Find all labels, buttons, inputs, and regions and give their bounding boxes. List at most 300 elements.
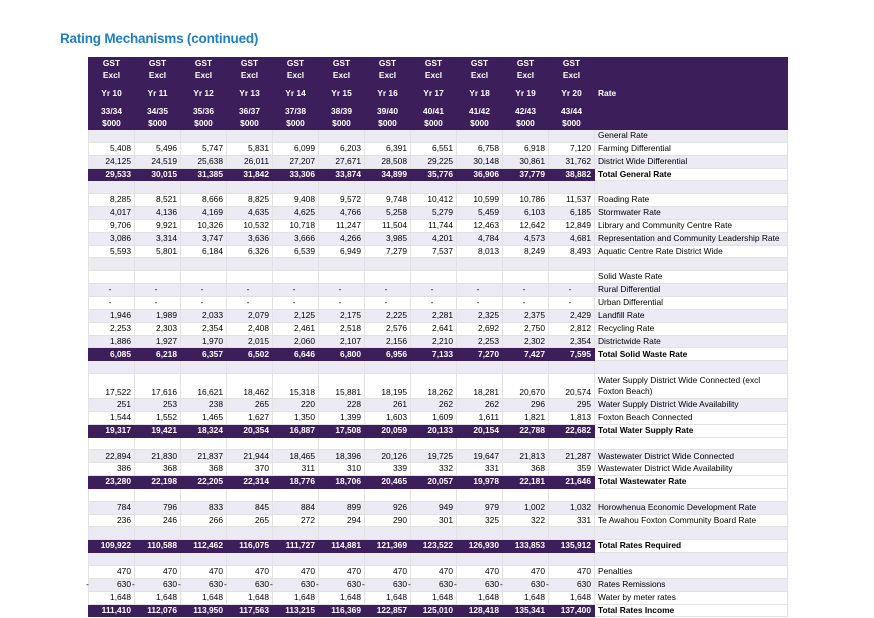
value-cell: 20,154 — [457, 424, 503, 437]
value-cell: 18,462 — [227, 374, 273, 399]
spacer-row — [89, 258, 788, 271]
value-cell: 2,079 — [227, 309, 273, 322]
value-cell: 1,821 — [503, 411, 549, 424]
value-cell: 20,133 — [411, 424, 457, 437]
header-cell: Excl — [319, 70, 365, 82]
value-cell: 133,853 — [503, 540, 549, 553]
value-cell: 5,459 — [457, 207, 503, 220]
header-cell: Excl — [181, 70, 227, 82]
value-cell: 470 — [89, 566, 135, 579]
header-cell: $000 — [89, 118, 135, 130]
value-cell: 3,636 — [227, 232, 273, 245]
header-cell: 38/39 — [319, 106, 365, 118]
value-cell — [319, 130, 365, 143]
value-cell — [549, 488, 595, 501]
value-cell: 6,551 — [411, 142, 457, 155]
table-row — [89, 309, 788, 322]
value-cell — [549, 527, 595, 540]
value-cell: 11,537 — [549, 194, 595, 207]
value-cell: 4,635 — [227, 207, 273, 220]
value-cell: 109,922 — [89, 540, 135, 553]
total-row — [89, 540, 788, 553]
total-row — [89, 348, 788, 361]
value-cell: 4,017 — [89, 207, 135, 220]
negative-sign: - — [270, 579, 273, 590]
value-cell — [365, 361, 411, 374]
value-cell: 2,107 — [319, 335, 365, 348]
value-cell: 2,692 — [457, 322, 503, 335]
value-cell: 3,747 — [181, 232, 227, 245]
value-cell: 11,504 — [365, 219, 411, 232]
value-cell: 6,800 — [319, 348, 365, 361]
value-cell: 19,725 — [411, 450, 457, 463]
value-cell: 2,812 — [549, 322, 595, 335]
value-cell: 228 — [319, 399, 365, 412]
value-cell: 1,648 — [411, 591, 457, 604]
value-cell: 2,461 — [273, 322, 319, 335]
value-cell — [454, 578, 503, 591]
value-cell: 17,616 — [135, 374, 181, 399]
header-cell: Yr 18 — [457, 88, 503, 100]
value-cell — [227, 181, 273, 194]
value-cell: 128,418 — [457, 604, 503, 617]
header-cell: Yr 12 — [181, 88, 227, 100]
value-cell: 4,681 — [549, 232, 595, 245]
value-cell: 111,727 — [273, 540, 319, 553]
value-cell: 1,927 — [135, 335, 181, 348]
value-cell: - — [135, 296, 181, 309]
header-cell: $000 — [411, 118, 457, 130]
value-cell — [273, 553, 319, 566]
row-label: Water by meter rates — [595, 591, 788, 604]
table-row — [89, 335, 788, 348]
value-cell: 111,410 — [89, 604, 135, 617]
value-cell: 265 — [227, 399, 273, 412]
value-cell: 1,648 — [457, 591, 503, 604]
value-cell: 1,648 — [549, 591, 595, 604]
spacer-row — [89, 488, 788, 501]
value-cell — [549, 361, 595, 374]
value-cell: 121,369 — [365, 540, 411, 553]
value-cell: 3,985 — [365, 232, 411, 245]
value-text: 630 — [347, 579, 361, 590]
value-cell — [457, 130, 503, 143]
value-cell — [135, 553, 181, 566]
value-cell — [135, 527, 181, 540]
value-cell — [227, 271, 273, 284]
value-cell: 135,912 — [549, 540, 595, 553]
value-cell — [319, 271, 365, 284]
value-cell: 6,184 — [181, 245, 227, 258]
value-cell: 20,057 — [411, 476, 457, 489]
value-cell — [181, 271, 227, 284]
value-cell: 6,918 — [503, 142, 549, 155]
value-cell: 6,099 — [273, 142, 319, 155]
value-cell: 19,647 — [457, 450, 503, 463]
value-cell: 10,326 — [181, 219, 227, 232]
spacer-row — [89, 437, 788, 450]
total-row — [89, 168, 788, 181]
value-cell — [503, 258, 549, 271]
value-cell: 1,603 — [365, 411, 411, 424]
value-cell — [89, 181, 135, 194]
value-cell — [319, 488, 365, 501]
value-cell: 18,262 — [411, 374, 457, 399]
value-cell — [319, 361, 365, 374]
value-text: 630 — [255, 579, 269, 590]
value-cell — [365, 437, 411, 450]
header-cell: GST — [135, 58, 181, 70]
value-cell: 15,881 — [319, 374, 365, 399]
value-cell: 6,646 — [273, 348, 319, 361]
value-cell: 1,648 — [273, 591, 319, 604]
header-cell: Excl — [411, 70, 457, 82]
value-cell: 6,949 — [319, 245, 365, 258]
value-cell — [227, 553, 273, 566]
value-cell: 7,427 — [503, 348, 549, 361]
header-cell: Yr 10 — [89, 88, 135, 100]
header-cell: 37/38 — [273, 106, 319, 118]
value-cell: - — [457, 296, 503, 309]
negative-sign: - — [132, 579, 135, 590]
value-cell: 265 — [227, 514, 273, 527]
value-cell — [89, 271, 135, 284]
header-cell: Excl — [273, 70, 319, 82]
value-cell: 251 — [89, 399, 135, 412]
value-text: 630 — [393, 579, 407, 590]
value-cell: 470 — [273, 566, 319, 579]
header-cell: $000 — [181, 118, 227, 130]
header-cell: $000 — [273, 118, 319, 130]
header-cell: Yr 16 — [365, 88, 411, 100]
value-cell: 386 — [89, 463, 135, 476]
value-cell — [181, 437, 227, 450]
value-cell: 2,156 — [365, 335, 411, 348]
value-cell — [457, 488, 503, 501]
value-cell: 296 — [503, 399, 549, 412]
value-cell: 262 — [411, 399, 457, 412]
header-cell: $000 — [319, 118, 365, 130]
row-label — [595, 181, 788, 194]
value-cell: 884 — [273, 501, 319, 514]
value-cell: - — [503, 296, 549, 309]
value-cell: 2,576 — [365, 322, 411, 335]
header-cell: GST — [181, 58, 227, 70]
table-row — [89, 591, 788, 604]
value-cell: 20,574 — [549, 374, 595, 399]
value-cell: 21,646 — [549, 476, 595, 489]
value-cell: 17,522 — [89, 374, 135, 399]
table-row — [89, 296, 788, 309]
header-cell: GST — [549, 58, 595, 70]
value-cell — [135, 258, 181, 271]
value-cell — [181, 130, 227, 143]
value-cell: 4,625 — [273, 207, 319, 220]
value-cell: 21,944 — [227, 450, 273, 463]
value-cell: 1,946 — [89, 309, 135, 322]
value-cell — [503, 361, 549, 374]
value-cell: - — [135, 284, 181, 297]
value-cell: 12,849 — [549, 219, 595, 232]
value-cell — [365, 258, 411, 271]
value-cell: 20,126 — [365, 450, 411, 463]
value-cell: 1,648 — [89, 591, 135, 604]
value-cell: 2,033 — [181, 309, 227, 322]
value-cell: 17,508 — [319, 424, 365, 437]
value-cell: 8,013 — [457, 245, 503, 258]
value-cell — [457, 181, 503, 194]
value-cell — [89, 488, 135, 501]
value-cell: 784 — [89, 501, 135, 514]
value-cell — [181, 361, 227, 374]
value-cell: 1,399 — [319, 411, 365, 424]
value-cell — [270, 578, 319, 591]
row-label: Horowhenua Economic Development Rate — [595, 501, 788, 514]
value-cell: 470 — [181, 566, 227, 579]
value-cell — [319, 553, 365, 566]
value-cell — [89, 437, 135, 450]
negative-sign: - — [224, 579, 227, 590]
value-cell: 18,706 — [319, 476, 365, 489]
header-cell: Excl — [89, 70, 135, 82]
value-text: 630 — [117, 579, 131, 590]
value-cell: 23,280 — [89, 476, 135, 489]
value-cell: 322 — [503, 514, 549, 527]
value-cell: 22,205 — [181, 476, 227, 489]
value-cell: 2,175 — [319, 309, 365, 322]
value-cell: 4,266 — [319, 232, 365, 245]
value-cell: 470 — [319, 566, 365, 579]
value-cell — [365, 271, 411, 284]
value-cell: 368 — [135, 463, 181, 476]
header-cell: $000 — [549, 118, 595, 130]
value-text: 630 — [531, 579, 545, 590]
value-cell: - — [181, 296, 227, 309]
value-cell: 4,573 — [503, 232, 549, 245]
value-cell: 1,552 — [135, 411, 181, 424]
value-cell: 6,085 — [89, 348, 135, 361]
value-cell: 470 — [135, 566, 181, 579]
value-cell: 359 — [549, 463, 595, 476]
value-cell: 2,375 — [503, 309, 549, 322]
value-cell: 135,341 — [503, 604, 549, 617]
value-cell: 20,059 — [365, 424, 411, 437]
value-cell: 262 — [457, 399, 503, 412]
value-cell: 116,369 — [319, 604, 365, 617]
value-cell: 7,270 — [457, 348, 503, 361]
value-cell: 22,788 — [503, 424, 549, 437]
value-cell: 33,874 — [319, 168, 365, 181]
value-cell — [362, 578, 411, 591]
header-cell: Yr 20 — [549, 88, 595, 100]
value-cell: 16,621 — [181, 374, 227, 399]
header-cell: GST — [227, 58, 273, 70]
value-cell — [316, 578, 365, 591]
value-cell: - — [503, 284, 549, 297]
negative-sign: - — [454, 579, 457, 590]
value-cell: 6,326 — [227, 245, 273, 258]
value-cell — [411, 488, 457, 501]
value-cell: 9,572 — [319, 194, 365, 207]
header-cell: Excl — [135, 70, 181, 82]
value-cell — [227, 488, 273, 501]
value-cell: 3,314 — [135, 232, 181, 245]
value-cell — [457, 437, 503, 450]
value-cell — [135, 181, 181, 194]
row-label: Solid Waste Rate — [595, 271, 788, 284]
value-cell — [227, 361, 273, 374]
value-cell: 2,325 — [457, 309, 503, 322]
value-cell — [273, 488, 319, 501]
value-cell — [224, 578, 273, 591]
value-cell: 7,279 — [365, 245, 411, 258]
header-cell: GST — [503, 58, 549, 70]
value-cell: 1,648 — [503, 591, 549, 604]
row-label: Water Supply District Wide Connected (excl Foxton Beach) — [595, 374, 788, 399]
header-cell: 35/36 — [181, 106, 227, 118]
value-cell — [503, 527, 549, 540]
value-cell: 21,837 — [181, 450, 227, 463]
value-cell: 19,421 — [135, 424, 181, 437]
value-cell — [549, 181, 595, 194]
value-cell: 30,015 — [135, 168, 181, 181]
value-cell: 470 — [365, 566, 411, 579]
value-cell: 796 — [135, 501, 181, 514]
negative-sign: - — [86, 579, 89, 590]
value-cell: 30,148 — [457, 155, 503, 168]
table-row — [89, 142, 788, 155]
row-label: District Wide Differential — [595, 155, 788, 168]
value-cell: 470 — [457, 566, 503, 579]
value-cell — [365, 181, 411, 194]
value-cell: 29,225 — [411, 155, 457, 168]
value-cell: - — [319, 284, 365, 297]
value-cell: - — [319, 296, 365, 309]
value-cell: - — [89, 296, 135, 309]
value-cell: 1,350 — [273, 411, 319, 424]
value-cell — [227, 258, 273, 271]
value-cell: 2,354 — [181, 322, 227, 335]
value-cell — [365, 130, 411, 143]
header-cell: Excl — [549, 70, 595, 82]
value-cell: 112,462 — [181, 540, 227, 553]
value-cell: 926 — [365, 501, 411, 514]
value-cell: 8,521 — [135, 194, 181, 207]
value-cell: 8,825 — [227, 194, 273, 207]
value-cell — [411, 130, 457, 143]
row-label: Recycling Rate — [595, 322, 788, 335]
value-cell: 10,718 — [273, 219, 319, 232]
value-cell: 2,750 — [503, 322, 549, 335]
value-cell: 1,648 — [319, 591, 365, 604]
value-cell: 9,921 — [135, 219, 181, 232]
value-cell: 1,465 — [181, 411, 227, 424]
value-cell — [273, 130, 319, 143]
value-cell — [365, 488, 411, 501]
value-cell: 470 — [549, 566, 595, 579]
value-cell: 1,813 — [549, 411, 595, 424]
row-label: Te Awahou Foxton Community Board Rate — [595, 514, 788, 527]
header-cell: Excl — [457, 70, 503, 82]
table-row — [89, 501, 788, 514]
value-cell: 35,776 — [411, 168, 457, 181]
value-cell: 19,978 — [457, 476, 503, 489]
value-cell: 18,324 — [181, 424, 227, 437]
value-cell: 12,463 — [457, 219, 503, 232]
value-cell: 126,930 — [457, 540, 503, 553]
value-cell: - — [457, 284, 503, 297]
value-cell: 16,887 — [273, 424, 319, 437]
value-text: 630 — [439, 579, 453, 590]
value-cell: 31,385 — [181, 168, 227, 181]
value-cell: 833 — [181, 501, 227, 514]
value-cell: 30,861 — [503, 155, 549, 168]
value-cell: 116,075 — [227, 540, 273, 553]
row-label: Wastewater District Wide Connected — [595, 450, 788, 463]
value-cell: 24,125 — [89, 155, 135, 168]
value-cell — [411, 527, 457, 540]
value-cell: 31,842 — [227, 168, 273, 181]
value-cell: 22,682 — [549, 424, 595, 437]
value-cell — [273, 437, 319, 450]
value-cell: 9,748 — [365, 194, 411, 207]
value-cell — [408, 578, 457, 591]
value-cell — [135, 130, 181, 143]
value-cell: 33,306 — [273, 168, 319, 181]
value-text: 630 — [485, 579, 499, 590]
value-cell — [135, 271, 181, 284]
value-cell — [89, 527, 135, 540]
value-cell: 25,638 — [181, 155, 227, 168]
header-cell: Yr 19 — [503, 88, 549, 100]
value-cell: 470 — [503, 566, 549, 579]
value-cell — [181, 181, 227, 194]
value-cell: 2,281 — [411, 309, 457, 322]
value-cell: 2,408 — [227, 322, 273, 335]
value-cell: 295 — [549, 399, 595, 412]
table-row — [89, 155, 788, 168]
value-cell: 470 — [227, 566, 273, 579]
value-cell: 979 — [457, 501, 503, 514]
value-cell: 112,076 — [135, 604, 181, 617]
value-cell: 122,857 — [365, 604, 411, 617]
value-cell: 29,533 — [89, 168, 135, 181]
value-cell: 7,537 — [411, 245, 457, 258]
negative-sign: - — [546, 579, 549, 590]
value-cell: 845 — [227, 501, 273, 514]
value-cell — [549, 271, 595, 284]
header-cell: $000 — [365, 118, 411, 130]
value-cell: - — [411, 296, 457, 309]
value-cell: 24,519 — [135, 155, 181, 168]
negative-sign: - — [178, 579, 181, 590]
row-label: Rural Differential — [595, 284, 788, 297]
value-cell: 332 — [411, 463, 457, 476]
value-cell: 949 — [411, 501, 457, 514]
negative-sign: - — [500, 579, 503, 590]
value-cell: 3,666 — [273, 232, 319, 245]
value-cell: 20,465 — [365, 476, 411, 489]
value-cell — [365, 553, 411, 566]
table-row — [89, 322, 788, 335]
row-label: Urban Differential — [595, 296, 788, 309]
value-cell: 5,279 — [411, 207, 457, 220]
value-cell — [86, 578, 135, 591]
total-label: Total Rates Required — [595, 540, 788, 553]
value-cell: 2,060 — [273, 335, 319, 348]
rating-mechanisms-table — [88, 57, 788, 617]
value-cell: 7,133 — [411, 348, 457, 361]
